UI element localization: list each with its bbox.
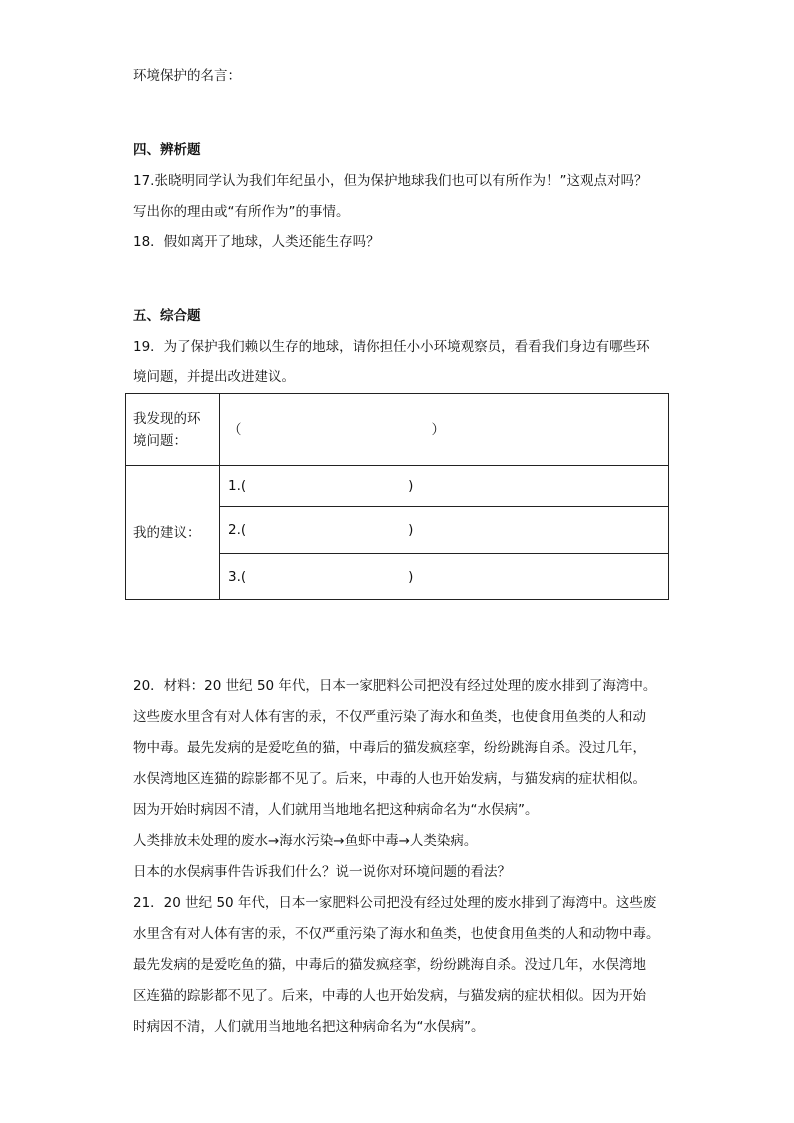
q20-line5: 因为开始时病因不清，人们就用当地地名把这种病命名为“水俣病”。 — [133, 802, 539, 818]
q21-line1: 21．20 世纪 50 年代，日本一家肥料公司把没有经过处理的废水排到了海湾中。这些废 — [133, 895, 657, 911]
suggestion-2-open: 2.( — [228, 522, 247, 538]
q21-line5: 时病因不清，人们就用当地地名把这种病命名为“水俣病”。 — [133, 1019, 485, 1035]
issue-answer-cell[interactable] — [220, 394, 669, 466]
issue-label-line1: 我发现的环 — [133, 410, 201, 427]
table-row — [126, 466, 669, 507]
section4-heading: 四、辨析题 — [133, 142, 201, 158]
q20-line1: 20．材料：20 世纪 50 年代，日本一家肥料公司把没有经过处理的废水排到了海湾中。 — [133, 678, 657, 694]
intro-line: 环境保护的名言： — [133, 68, 241, 84]
q20-line7: 日本的水俣病事件告诉我们什么？说一说你对环境问题的看法？ — [133, 864, 511, 880]
suggestion-label: 我的建议： — [126, 466, 220, 600]
q20-line6: 人类排放未处理的废水→海水污染→鱼虾中毒→人类染病。 — [133, 833, 478, 849]
observation-table — [125, 393, 669, 600]
q19-line1: 19．为了保护我们赖以生存的地球，请你担任小小环境观察员，看看我们身边有哪些环 — [133, 339, 650, 355]
q17-line1: 17.张晓明同学认为我们年纪虽小，但为保护地球我们也可以有所作为！”这观点对吗？ — [133, 173, 648, 189]
q21-line2: 水里含有对人体有害的汞，不仅严重污染了海水和鱼类，也使食用鱼类的人和动物中毒。 — [133, 926, 660, 942]
section5-heading: 五、综合题 — [133, 308, 201, 324]
q19-line2: 境问题，并提出改进建议。 — [133, 369, 295, 385]
issue-label-line2: 境问题： — [133, 432, 187, 449]
table-row — [126, 394, 669, 466]
suggestion-3-close: ) — [408, 568, 414, 585]
q20-line4: 水俣湾地区连猫的踪影都不见了。后来，中毒的人也开始发病，与猫发病的症状相似。 — [133, 771, 646, 787]
issue-open-paren: （ — [228, 421, 242, 438]
suggestion-3-cell[interactable] — [220, 554, 669, 600]
issue-label — [126, 394, 220, 466]
q20-line2: 这些废水里含有对人体有害的汞，不仅严重污染了海水和鱼类，也使食用鱼类的人和动 — [133, 709, 646, 725]
q18: 18．假如离开了地球，人类还能生存吗？ — [133, 234, 380, 250]
q20-line3: 物中毒。最先发病的是爱吃鱼的猫，中毒后的猫发疯痉挛，纷纷跳海自杀。没过几年， — [133, 740, 646, 756]
q17-line2: 写出你的理由或“有所作为”的事情。 — [133, 204, 350, 220]
suggestion-2-close: ) — [408, 522, 414, 538]
suggestion-2-cell[interactable] — [220, 507, 669, 554]
suggestion-1-close: ) — [408, 478, 414, 494]
suggestion-1-cell[interactable] — [220, 466, 669, 507]
suggestion-1-open: 1.( — [228, 478, 247, 494]
q21-line4: 区连猫的踪影都不见了。后来，中毒的人也开始发病，与猫发病的症状相似。因为开始 — [133, 988, 646, 1004]
issue-close-paren: ） — [431, 421, 445, 438]
suggestion-3-open: 3.( — [228, 568, 247, 585]
q21-line3: 最先发病的是爱吃鱼的猫，中毒后的猫发疯痉挛，纷纷跳海自杀。没过几年，水俣湾地 — [133, 957, 646, 973]
